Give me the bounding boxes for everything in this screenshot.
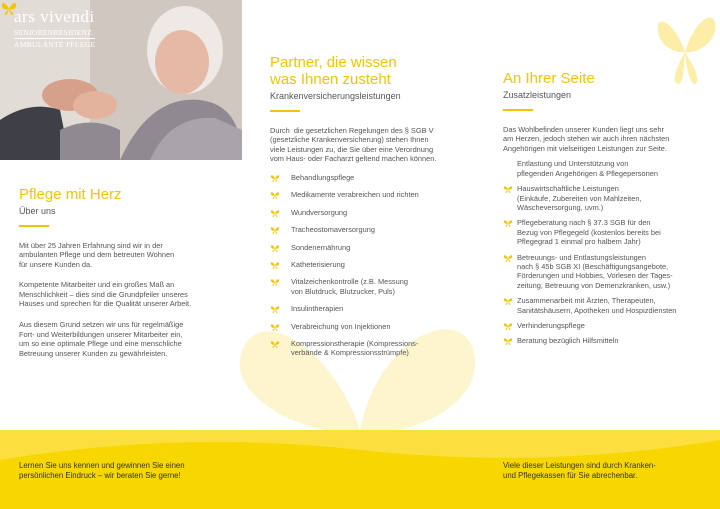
butterfly-bullet-icon: [270, 261, 280, 271]
butterfly-bullet-icon: [270, 305, 280, 315]
left-paragraph-1: Mit über 25 Jahren Erfahrung sind wir in der ambulanten Pflege und dem betreuten Wohnen für unsere Kunden da.: [19, 240, 175, 269]
right-list-item: [503, 321, 703, 330]
left-divider: [19, 225, 49, 227]
right-list-item-text: Beratung bezüglich Hilfsmitteln: [517, 336, 619, 346]
middle-list-item: [270, 225, 470, 234]
middle-subtitle: Krankenversicherungsleistungen: [270, 91, 401, 101]
middle-list-item-text: Tracheostomaversorgung: [291, 225, 375, 235]
right-list-item: [503, 296, 703, 315]
butterfly-bullet-icon: [270, 278, 280, 288]
logo-line-2: AMBULANTE PFLEGE: [14, 40, 96, 49]
middle-divider: [270, 110, 300, 112]
middle-list-item: [270, 208, 470, 217]
right-service-list: [503, 159, 703, 346]
butterfly-logo-icon: [0, 0, 18, 16]
butterfly-bullet-icon: [503, 219, 513, 229]
logo-line-1: SENIORENRESIDENZ: [14, 28, 95, 39]
right-list-item: [503, 218, 703, 246]
middle-list-item-text: Wundversorgung: [291, 207, 348, 217]
butterfly-bullet-icon: [270, 191, 280, 201]
middle-title: Partner, die wissen was Ihnen zusteht: [270, 54, 397, 88]
right-column: [503, 70, 703, 352]
right-list-item-text: Zusammenarbeit mit Ärzten, Therapeuten, Sanitätshäusern, Apotheken und Hospizdiensten: [517, 296, 677, 315]
middle-list-item-text: Verabreichung von Injektionen: [291, 321, 391, 331]
left-column: [19, 186, 229, 358]
logo-brand: ars vivendi: [14, 7, 95, 26]
middle-list-item: [270, 277, 470, 296]
middle-list-item: [270, 190, 470, 199]
middle-list-item: [270, 322, 470, 331]
butterfly-bullet-icon: [270, 340, 280, 350]
right-intro: Das Wohlbefinden unserer Kunden liegt uns sehr am Herzen, jedoch stehen wir auch ihren nächsten Angehörigen mit vielseitigen Leistungen zur Seite.: [503, 124, 670, 153]
brand-logo: [14, 8, 95, 49]
left-subtitle: Über uns: [19, 206, 56, 216]
middle-list-item: [270, 243, 470, 252]
middle-service-list: [270, 173, 470, 358]
middle-list-item: [270, 260, 470, 269]
right-subtitle: Zusatzleistungen: [503, 90, 572, 100]
left-title: Pflege mit Herz: [19, 186, 122, 203]
middle-list-item-text: Behandlungspflege: [291, 172, 355, 182]
butterfly-bullet-icon: [503, 254, 513, 264]
footer-band: [0, 430, 720, 509]
right-list-item-text: Betreuungs- und Entlastungsleistungen nach § 45b SGB XI (Beschäftigungsangebote, Förderungen und Hobbies, Vorlesen der Tages- zeitung, Betreuung von Demenzkranken, usw.): [517, 252, 673, 290]
left-paragraph-2: Kompetente Mitarbeiter und ein großes Maß an Menschlichkeit – dies sind die Grundpfeiler unseres Hauses und sprechen für die Qualität unserer Arbeit.: [19, 280, 192, 309]
middle-list-item: [270, 339, 470, 358]
right-divider: [503, 109, 533, 111]
butterfly-bullet-icon: [503, 337, 513, 347]
middle-column: [270, 54, 470, 366]
right-list-item: [503, 184, 703, 212]
middle-list-item-text: Insulintherapien: [291, 304, 344, 314]
right-footer-text: Viele dieser Leistungen sind durch Kranken- und Pflegekassen für Sie abrechenbar.: [503, 461, 656, 480]
right-list-item-text: Hauswirtschaftliche Leistungen (Einkäufe, Zubereiten von Mahlzeiten, Wäscheversorgung, uvm.): [517, 184, 642, 212]
butterfly-bullet-icon: [270, 323, 280, 333]
middle-list-item: [270, 304, 470, 313]
right-title: An Ihrer Seite: [503, 70, 595, 87]
right-list-item-text: Entlastung und Unterstützung von pflegenden Angehörigen & Pflegepersonen: [517, 159, 658, 178]
left-paragraph-3: Aus diesem Grund setzen wir uns für regelmäßige Fort- und Weiterbildungen unserer Mitarbeiter ein, um so eine optimale Pflege und eine menschliche Betreuung unserer Kunden zu gewährleisten.: [19, 320, 184, 358]
right-list-item-text: Verhinderungspflege: [517, 320, 585, 330]
right-list-item: [503, 159, 703, 178]
middle-list-item-text: Kompressionstherapie (Kompressions- verbände & Kompressionsstrümpfe): [291, 338, 419, 358]
hero-photo: [0, 0, 242, 160]
middle-intro: Durch die gesetzlichen Regelungen des § SGB V (gesetzliche Krankenversicherung) stehen Ihnen viele Leistungen zu, die Sie über eine Verordnung vom Haus- oder Facharzt geltend machen können.: [270, 125, 437, 164]
middle-list-item-text: Vitalzeichenkontrolle (z.B. Messung von Blutdruck, Blutzucker, Puls): [291, 277, 408, 296]
butterfly-bullet-icon: [503, 297, 513, 307]
butterfly-bullet-icon: [503, 322, 513, 332]
left-footer-text: Lernen Sie uns kennen und gewinnen Sie einen persönlichen Eindruck – wir beraten Sie gerne!: [19, 461, 185, 480]
middle-list-item-text: Medikamente verabreichen und richten: [291, 190, 419, 200]
right-list-item: [503, 336, 703, 345]
butterfly-bullet-icon: [270, 244, 280, 254]
butterfly-bullet-icon: [270, 174, 280, 184]
middle-list-item: [270, 173, 470, 182]
butterfly-bullet-icon: [503, 185, 513, 195]
right-list-item-text: Pflegeberatung nach § 37.3 SGB für den Bezug von Pflegegeld (kostenlos bereits bei Pflegegrad 1 einmal pro halbem Jahr): [517, 218, 661, 247]
right-list-item: [503, 253, 703, 291]
middle-list-item-text: Sondenernährung: [291, 242, 351, 252]
butterfly-bullet-icon: [270, 209, 280, 219]
middle-list-item-text: Katheterisierung: [291, 259, 345, 269]
butterfly-bullet-icon: [270, 226, 280, 236]
